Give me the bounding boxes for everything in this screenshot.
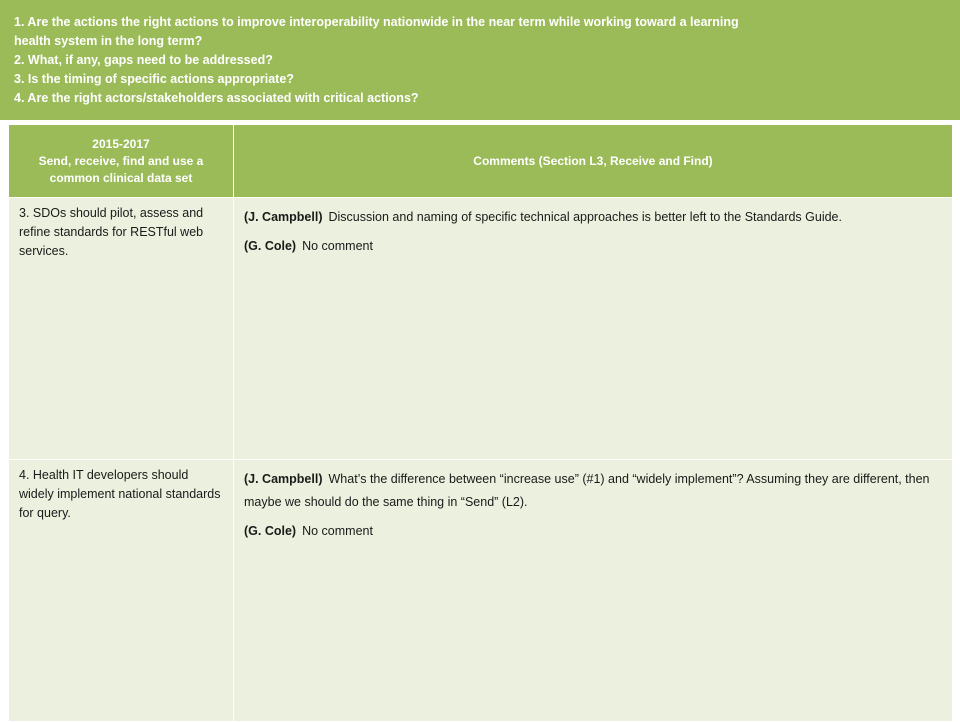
comment <box>244 468 940 514</box>
comment-text: No comment <box>302 524 373 538</box>
action-cell: 4. Health IT developers should widely implement national standards for query. <box>9 460 234 722</box>
comment <box>244 520 940 543</box>
action-column-title: Send, receive, find and use a common clinical data set <box>38 153 204 185</box>
comments-cell <box>234 460 953 722</box>
comment-author: (J. Campbell) <box>244 210 323 224</box>
question-4: 4. Are the right actors/stakeholders associated with critical actions? <box>14 91 419 105</box>
comment-author: (J. Campbell) <box>244 472 323 486</box>
question-2: 2. What, if any, gaps need to be addressed? <box>14 53 273 67</box>
comments-column-header: Comments (Section L3, Receive and Find) <box>234 125 953 198</box>
comments-table <box>8 124 953 722</box>
questions-banner <box>0 0 960 120</box>
question-1-continued: health system in the long term? <box>14 34 203 48</box>
question-3: 3. Is the timing of specific actions appropriate? <box>14 72 294 86</box>
comment-text: Discussion and naming of specific technical approaches is better left to the Standards Guide. <box>328 210 842 224</box>
comment-text: What’s the difference between “increase use” (#1) and “widely implement”? Assuming they are different, then maybe we should do the same thing in “Send” (L2). <box>244 472 930 509</box>
comment-text: No comment <box>302 239 373 253</box>
comments-cell <box>234 198 953 460</box>
table-row <box>9 460 953 722</box>
comment-author: (G. Cole) <box>244 239 297 253</box>
comment-author: (G. Cole) <box>244 524 297 538</box>
table-row <box>9 198 953 460</box>
comment <box>244 206 940 229</box>
question-1: 1. Are the actions the right actions to improve interoperability nationwide in the near term while working toward a learning <box>14 15 739 29</box>
comment <box>244 235 940 258</box>
table-header-row <box>9 125 953 198</box>
action-column-header <box>9 125 234 198</box>
action-column-years: 2015-2017 <box>92 136 150 151</box>
action-cell: 3. SDOs should pilot, assess and refine standards for RESTful web services. <box>9 198 234 460</box>
